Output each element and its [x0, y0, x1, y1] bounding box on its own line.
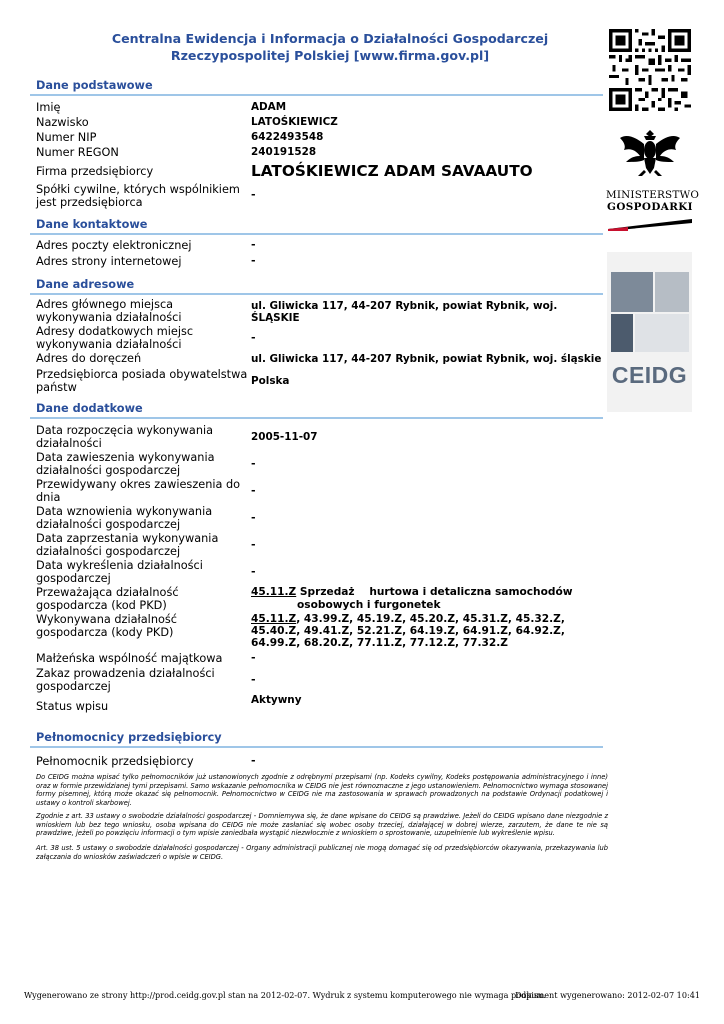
proxy-note: Do CEIDG można wpisać tylko pełnomocników już ustanowionych zgodnie z odrębnymi przepisami (np. Kodeks cywilny, Kodeks postępowania administracyjnego i inne) oraz w formie przewidzianej tymi przepisami. Samo wskazanie pełnomocnika w CEIDG nie jest równoznaczne z jego ustanowieniem. Pełnomocnictwo wymaga stosowanej formy pisemnej, którą może okazać się pełnomocnik. Pełnomocnictwo w CEIDG nie ma zastosowania w sprawach prowadzonych na podstawie Ordynacji podatkowej i ustawy o kontroli skarbowej. [36, 773, 608, 807]
status-label: Status wpisu [36, 700, 109, 713]
footer-generated-from: Wygenerowano ze strony http://prod.ceidg.gov.pl stan na 2012-02-07. Wydruk z systemu komputerowego nie wymaga podpisu. [24, 990, 546, 1000]
ban-value: - [251, 673, 256, 686]
section-divider [30, 746, 603, 748]
marital-value: - [251, 651, 256, 664]
document-header [60, 30, 600, 64]
section-divider [30, 293, 603, 295]
main-pkd-label: Przeważająca działalność gospodarcza (kod PKD) [36, 586, 179, 612]
art38-note: Art. 38 ust. 5 ustawy o swobodzie działalności gospodarczej - Organy administracji publicznej nie mogą domagać się od przedsiębiorców okazywania, przekazywania lub załączania do wniosków zaświadczeń o wpisie w CEIDG. [36, 844, 608, 861]
first-name-value: ADAM [251, 101, 287, 113]
section-title-address: Dane adresowe [36, 278, 135, 291]
nip-value: 6422493548 [251, 131, 324, 143]
pkd-codes-line3: 64.99.Z, 68.20.Z, 77.11.Z, 77.12.Z, 77.32.Z [251, 636, 508, 649]
ministry-of-economy-logo [606, 126, 700, 234]
main-pkd-description-cont: osobowych i furgonetek [297, 598, 441, 611]
proxy-label: Pełnomocnik przedsiębiorcy [36, 755, 194, 768]
partnerships-label: Spółki cywilne, których wspólnikiem jest przedsiębiorca [36, 183, 240, 209]
ministry-name-line2: GOSPODARKI [607, 201, 693, 213]
suspend-period-value: - [251, 484, 256, 497]
marital-label: Małżeńska wspólność majątkowa [36, 652, 223, 665]
citizenship-label: Przedsiębiorca posiada obywatelstwa państw [36, 368, 248, 394]
status-value: Aktywny [251, 694, 302, 706]
last-name-value: LATOŚKIEWICZ [251, 116, 338, 128]
delivery-address-value: ul. Gliwicka 117, 44-207 Rybnik, powiat Rybnik, woj. śląskie [251, 353, 602, 365]
main-address-label: Adres głównego miejsca wykonywania działalności [36, 298, 182, 324]
cease-date-label: Data zaprzestania wykonywania działalności gospodarczej [36, 532, 219, 558]
header-title-line1: Centralna Ewidencja i Informacja o Działalności Gospodarczej [111, 31, 549, 46]
extra-addresses-value: - [251, 331, 256, 344]
section-title-proxies: Pełnomocnicy przedsiębiorcy [36, 731, 222, 744]
suspend-period-label: Przewidywany okres zawieszenia do dnia [36, 478, 241, 504]
citizenship-value: Polska [251, 375, 290, 387]
section-divider [30, 233, 603, 235]
nip-label: Numer NIP [36, 131, 97, 144]
section-title-additional: Dane dodatkowe [36, 402, 143, 415]
section-divider [30, 417, 603, 419]
pkd-codes-line2: 45.40.Z, 49.41.Z, 52.21.Z, 64.19.Z, 64.91.Z, 64.92.Z, [251, 624, 565, 637]
main-pkd-description: Sprzedaż hurtowa i detaliczna samochodów [296, 586, 573, 598]
pkd-codes-line1: , 43.99.Z, 45.19.Z, 45.20.Z, 45.31.Z, 45.32.Z, [296, 613, 565, 625]
delivery-address-label: Adres do doręczeń [36, 352, 142, 365]
company-value: LATOŚKIEWICZ ADAM SAVAAUTO [251, 162, 533, 180]
pkd-list-label: Wykonywana działalność gospodarcza (kody PKD) [36, 613, 177, 639]
company-label: Firma przedsiębiorcy [36, 165, 154, 178]
www-label: Adres strony internetowej [36, 255, 182, 268]
proxy-value: - [251, 754, 256, 767]
start-date-label: Data rozpoczęcia wykonywania działalności [36, 424, 214, 450]
section-title-contact: Dane kontaktowe [36, 218, 148, 231]
section-title-basic: Dane podstawowe [36, 79, 153, 92]
delete-date-label: Data wykreślenia działalności gospodarczej [36, 559, 203, 585]
www-value: - [251, 254, 256, 267]
main-pkd-value [251, 586, 603, 611]
ceidg-logo-text: CEIDG [611, 362, 688, 388]
start-date-value: 2005-11-07 [251, 431, 318, 443]
qr-code-icon [609, 29, 691, 111]
header-title-line2: Rzeczypospolitej Polskiej [www.firma.gov.pl] [170, 48, 490, 63]
footer-generated-date: Dokument wygenerowano: 2012-02-07 10:41 [515, 990, 700, 1000]
suspend-date-value: - [251, 457, 256, 470]
pkd-list-value [251, 614, 601, 649]
last-name-label: Nazwisko [36, 116, 89, 129]
ministry-swoosh-icon [608, 216, 692, 226]
art33-note: Zgodnie z art. 33 ustawy o swobodzie działalności gospodarczej - Domniemywa się, że dane wpisane do CEIDG są prawdziwe. Jeżeli do CEIDG wpisano dane niezgodnie z wnioskiem lub bez tego wniosku, osoba wpisana do CEIDG nie może zasłaniać się wobec osoby trzeciej, działającej w dobrej wierze, zarzutem, że dane te nie są prawdziwe, jeżeli po powzięciu informacji o tym wpisie zaniedbała wystąpić niezwłocznie z wnioskiem o sprostowanie, uzupełnienie lub wykreślenie wpisu. [36, 812, 608, 838]
suspend-date-label: Data zawieszenia wykonywania działalności gospodarczej [36, 451, 215, 477]
delete-date-value: - [251, 565, 256, 578]
main-pkd-code: 45.11.Z [251, 586, 297, 598]
main-address-line1: ul. Gliwicka 117, 44-207 Rybnik, powiat Rybnik, woj. [251, 300, 558, 312]
partnerships-value: - [251, 188, 256, 201]
regon-value: 240191528 [251, 146, 317, 158]
main-address-line2: ŚLĄSKIE [251, 312, 300, 324]
regon-label: Numer REGON [36, 146, 119, 159]
email-value: - [251, 238, 256, 251]
ban-label: Zakaz prowadzenia działalności gospodarczej [36, 667, 215, 693]
first-name-label: Imię [36, 101, 61, 114]
ministry-name-line1: MINISTERSTWO [606, 189, 700, 201]
resume-date-value: - [251, 511, 256, 524]
email-label: Adres poczty elektronicznej [36, 239, 192, 252]
cease-date-value: - [251, 538, 256, 551]
section-divider [30, 94, 603, 96]
pkd-first-code: 45.11.Z [251, 613, 297, 625]
ceidg-logo [607, 252, 692, 412]
extra-addresses-label: Adresy dodatkowych miejsc wykonywania działalności [36, 325, 194, 351]
resume-date-label: Data wznowienia wykonywania działalności gospodarczej [36, 505, 213, 531]
